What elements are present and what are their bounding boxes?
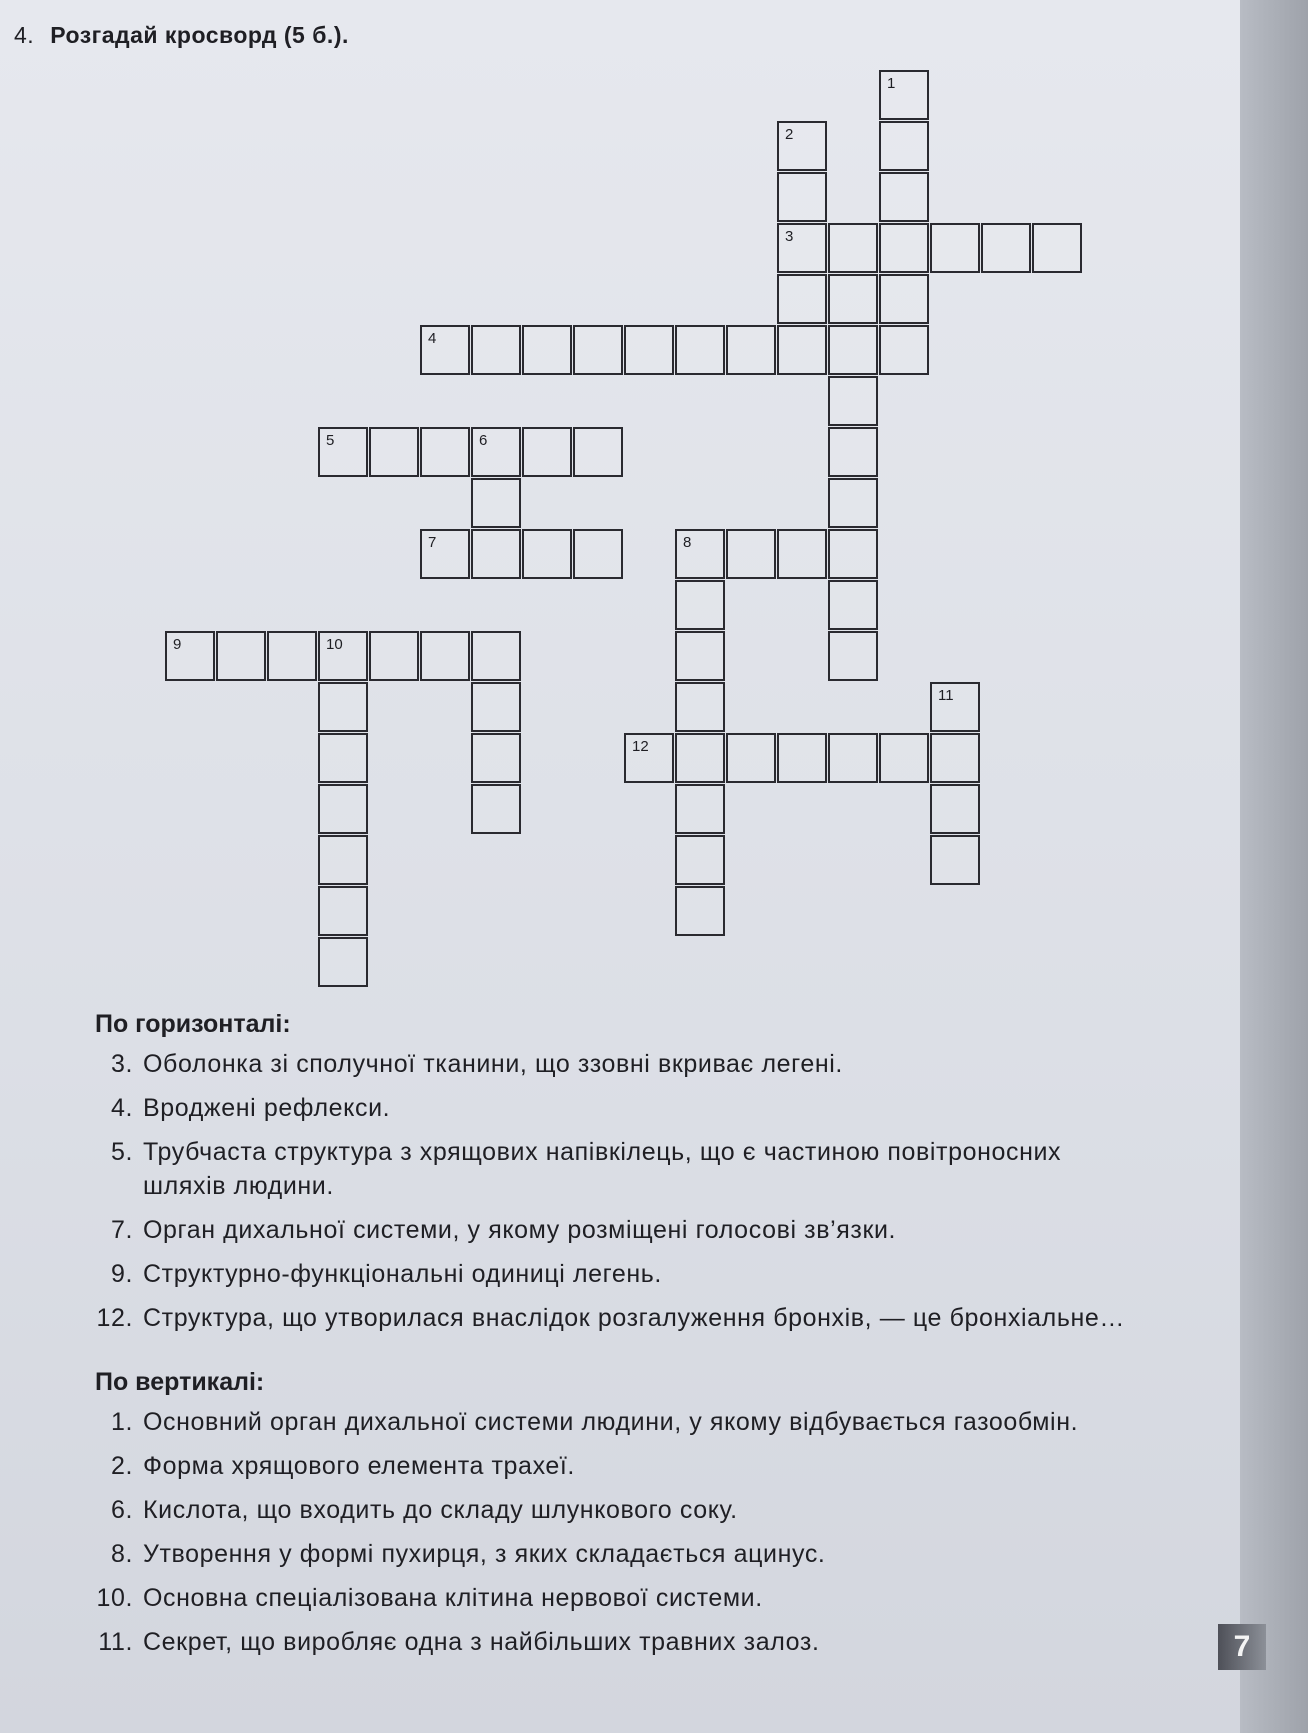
clue-number: 11.: [98, 1628, 133, 1656]
crossword-cell[interactable]: [675, 886, 725, 936]
cell-number: 10: [326, 636, 343, 653]
crossword-cell[interactable]: [1032, 223, 1082, 273]
clue-number: 6.: [110, 1496, 133, 1524]
crossword-cell[interactable]: [828, 427, 878, 477]
crossword-cell[interactable]: [879, 274, 929, 324]
crossword-cell[interactable]: [369, 427, 419, 477]
crossword-cell[interactable]: [675, 529, 725, 579]
crossword-cell[interactable]: [318, 733, 368, 783]
page-number: 7: [1218, 1624, 1266, 1670]
clue-number: 7.: [110, 1216, 133, 1244]
clue-item: [95, 1091, 1225, 1125]
crossword-cell[interactable]: [726, 325, 776, 375]
cell-number: 4: [428, 330, 437, 347]
crossword-cell[interactable]: [828, 274, 878, 324]
task-title: [14, 22, 349, 49]
crossword-cell[interactable]: [930, 835, 980, 885]
clue-number: 2.: [110, 1452, 133, 1480]
vertical-heading: По вертикалі:: [95, 1368, 265, 1396]
clue-item: [95, 1537, 1225, 1571]
crossword-cell[interactable]: [522, 427, 572, 477]
crossword-cell[interactable]: [369, 631, 419, 681]
crossword-cell[interactable]: [573, 529, 623, 579]
clue-text: Утворення у формі пухирця, з яких складається ацинус.: [143, 1540, 826, 1568]
crossword-cell[interactable]: [777, 274, 827, 324]
horizontal-clues: [95, 1010, 1225, 1345]
crossword-cell[interactable]: [726, 529, 776, 579]
clue-item: [95, 1625, 1225, 1659]
clue-number: 5.: [110, 1138, 133, 1166]
clue-text: Форма хрящового елемента трахеї.: [143, 1452, 575, 1480]
crossword-cell[interactable]: [777, 172, 827, 222]
crossword-cell[interactable]: [777, 223, 827, 273]
crossword-cell[interactable]: [777, 529, 827, 579]
clue-item: [95, 1047, 1225, 1081]
crossword-cell[interactable]: [828, 325, 878, 375]
crossword-cell[interactable]: [420, 631, 470, 681]
cell-number: 2: [785, 126, 794, 143]
crossword-cell[interactable]: [420, 427, 470, 477]
crossword-cell[interactable]: [318, 937, 368, 987]
crossword-cell[interactable]: [930, 223, 980, 273]
crossword-cell[interactable]: [879, 172, 929, 222]
cell-number: 5: [326, 432, 335, 449]
crossword-cell[interactable]: [471, 427, 521, 477]
clue-number: 3.: [110, 1050, 133, 1078]
crossword-cell[interactable]: [420, 529, 470, 579]
crossword-cell[interactable]: [828, 733, 878, 783]
crossword-cell[interactable]: [573, 427, 623, 477]
page-edge: [1240, 0, 1308, 1733]
cell-number: 11: [938, 687, 954, 704]
crossword-cell[interactable]: [318, 886, 368, 936]
task-number: 4.: [14, 22, 35, 48]
clue-number: 12.: [96, 1304, 133, 1332]
crossword-cell[interactable]: [879, 121, 929, 171]
clue-item: [95, 1257, 1225, 1291]
crossword-cell[interactable]: [828, 529, 878, 579]
crossword-cell[interactable]: [777, 733, 827, 783]
crossword-cell[interactable]: [522, 325, 572, 375]
crossword-cell[interactable]: [471, 478, 521, 528]
crossword-cell[interactable]: [471, 325, 521, 375]
clue-number: 9.: [110, 1260, 133, 1288]
clue-number: 4.: [110, 1094, 133, 1122]
crossword-cell[interactable]: [471, 784, 521, 834]
crossword-cell[interactable]: [318, 835, 368, 885]
clue-text: Кислота, що входить до складу шлункового соку.: [143, 1496, 738, 1524]
crossword-cell[interactable]: [828, 376, 878, 426]
crossword-cell[interactable]: [675, 835, 725, 885]
crossword-cell[interactable]: [675, 325, 725, 375]
clue-item: [95, 1135, 1225, 1203]
crossword-cell[interactable]: [828, 580, 878, 630]
clue-text-continuation: шляхів людини.: [143, 1172, 334, 1200]
crossword-cell[interactable]: [318, 427, 368, 477]
clue-item: [95, 1493, 1225, 1527]
crossword-cell[interactable]: [930, 682, 980, 732]
vertical-clues: [95, 1368, 1225, 1669]
crossword-cell[interactable]: [981, 223, 1031, 273]
crossword-cell[interactable]: [471, 733, 521, 783]
horizontal-heading: По горизонталі:: [95, 1010, 291, 1038]
crossword-cell[interactable]: [165, 631, 215, 681]
clue-text: Структурно-функціональні одиниці легень.: [143, 1260, 662, 1288]
crossword-cell[interactable]: [624, 733, 674, 783]
crossword-cell[interactable]: [930, 784, 980, 834]
crossword-cell[interactable]: [675, 682, 725, 732]
crossword-cell[interactable]: [828, 631, 878, 681]
crossword-cell[interactable]: [777, 121, 827, 171]
crossword-cell[interactable]: [624, 325, 674, 375]
crossword-cell[interactable]: [828, 223, 878, 273]
crossword-cell[interactable]: [471, 682, 521, 732]
clue-item: [95, 1449, 1225, 1483]
clue-number: 8.: [110, 1540, 133, 1568]
cell-number: 9: [173, 636, 182, 653]
crossword-cell[interactable]: [675, 580, 725, 630]
crossword-cell[interactable]: [675, 733, 725, 783]
crossword-cell[interactable]: [777, 325, 827, 375]
cell-number: 7: [428, 534, 437, 551]
clue-item: [95, 1301, 1225, 1335]
crossword-cell[interactable]: [879, 733, 929, 783]
clue-text: Орган дихальної системи, у якому розміщені голосові зв’язки.: [143, 1216, 897, 1244]
clue-text: Основна спеціалізована клітина нервової системи.: [143, 1584, 763, 1612]
crossword-cell[interactable]: [879, 325, 929, 375]
crossword-cell[interactable]: [879, 223, 929, 273]
crossword-cell[interactable]: [828, 478, 878, 528]
crossword-cell[interactable]: [522, 529, 572, 579]
cell-number: 8: [683, 534, 692, 551]
cell-number: 6: [479, 432, 488, 449]
crossword-cell[interactable]: [573, 325, 623, 375]
crossword-cell[interactable]: [471, 631, 521, 681]
cell-number: 12: [632, 738, 649, 755]
crossword-cell[interactable]: [675, 784, 725, 834]
cell-number: 1: [887, 75, 896, 92]
crossword-cell[interactable]: [471, 529, 521, 579]
clue-item: [95, 1213, 1225, 1247]
clue-text: Структура, що утворилася внаслідок розгалуження бронхів, — це бронхіальне…: [143, 1304, 1125, 1332]
crossword-cell[interactable]: [318, 682, 368, 732]
crossword-cell[interactable]: [930, 733, 980, 783]
clue-number: 10.: [96, 1584, 133, 1612]
task-text: Розгадай кросворд (5 б.).: [50, 22, 349, 48]
crossword-cell[interactable]: [267, 631, 317, 681]
crossword-cell[interactable]: [318, 784, 368, 834]
crossword-cell[interactable]: [216, 631, 266, 681]
clue-item: [95, 1405, 1225, 1439]
clue-text: Оболонка зі сполучної тканини, що ззовні вкриває легені.: [143, 1050, 843, 1078]
crossword-cell[interactable]: [420, 325, 470, 375]
clue-text: Секрет, що виробляє одна з найбільших травних залоз.: [143, 1628, 820, 1656]
crossword-cell[interactable]: [879, 70, 929, 120]
clue-number: 1.: [110, 1408, 133, 1436]
crossword-cell[interactable]: [318, 631, 368, 681]
crossword-cell[interactable]: [675, 631, 725, 681]
cell-number: 3: [785, 228, 794, 245]
crossword-cell[interactable]: [726, 733, 776, 783]
clue-text: Вроджені рефлекси.: [143, 1094, 391, 1122]
clue-text: Основний орган дихальної системи людини, у якому відбувається газообмін.: [143, 1408, 1079, 1436]
clue-text: Трубчаста структура з хрящових напівкілець, що є частиною повітроносних: [143, 1138, 1062, 1166]
clue-item: [95, 1581, 1225, 1615]
